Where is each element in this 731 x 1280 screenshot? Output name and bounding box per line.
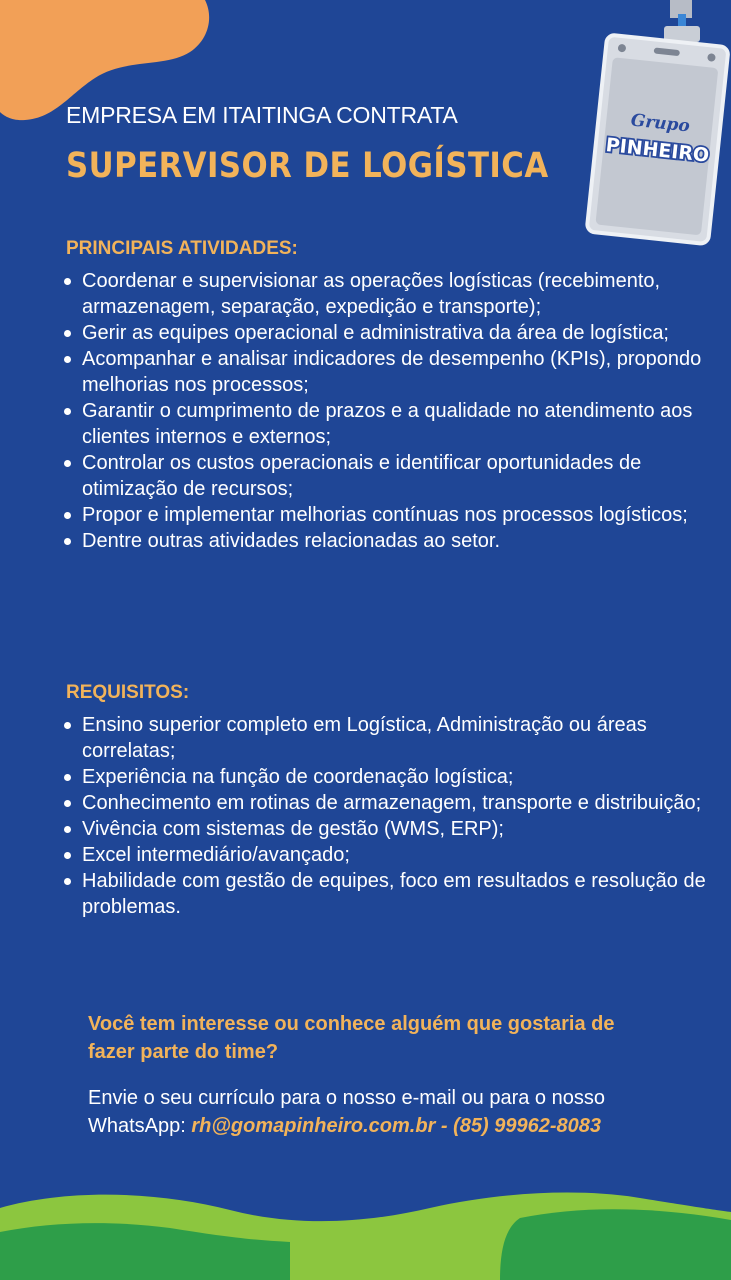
activity-item: Propor e implementar melhorias contínuas nos processos logísticos;	[62, 502, 707, 528]
requirements-heading: REQUISITOS:	[66, 682, 190, 703]
intro-line: EMPRESA EM ITAITINGA CONTRATA	[66, 102, 458, 128]
activity-item: Dentre outras atividades relacionadas ao setor.	[62, 528, 707, 554]
logo-script-text: Grupo	[629, 110, 691, 137]
cta-text: Envie o seu currículo para o nosso e-mail ou para o nosso WhatsApp:	[88, 1087, 605, 1137]
activity-item: Gerir as equipes operacional e administrativa da área de logística;	[62, 320, 707, 346]
activities-heading: PRINCIPAIS ATIVIDADES:	[66, 238, 298, 259]
cta-question: Você tem interesse ou conhece alguém que gostaria de fazer parte do time?	[88, 1013, 615, 1063]
contact-info[interactable]: rh@gomapinheiro.com.br - (85) 99962-8083	[191, 1115, 602, 1137]
requirement-item: Habilidade com gestão de equipes, foco em resultados e resolução de problemas.	[62, 868, 707, 920]
requirement-item: Conhecimento em rotinas de armazenagem, transporte e distribuição;	[62, 790, 707, 816]
cta-instructions	[88, 1084, 668, 1140]
activity-item: Garantir o cumprimento de prazos e a qualidade no atendimento aos clientes internos e externos;	[62, 398, 707, 450]
logo-wordmark-text: PINHEIRO	[604, 134, 711, 167]
activity-item: Acompanhar e analisar indicadores de desempenho (KPIs), propondo melhorias nos processos;	[62, 346, 707, 398]
activity-item: Coordenar e supervisionar as operações logísticas (recebimento, armazenagem, separação, expedição e transporte);	[62, 268, 707, 320]
requirement-item: Excel intermediário/avançado;	[62, 842, 707, 868]
requirements-list	[62, 712, 707, 920]
activity-item: Controlar os custos operacionais e identificar oportunidades de otimização de recursos;	[62, 450, 707, 502]
activities-list	[62, 268, 707, 554]
job-title: SUPERVISOR DE LOGÍSTICA	[66, 146, 549, 186]
requirement-item: Vivência com sistemas de gestão (WMS, ERP);	[62, 816, 707, 842]
requirement-item: Ensino superior completo em Logística, Administração ou áreas correlatas;	[62, 712, 707, 764]
requirement-item: Experiência na função de coordenação logística;	[62, 764, 707, 790]
